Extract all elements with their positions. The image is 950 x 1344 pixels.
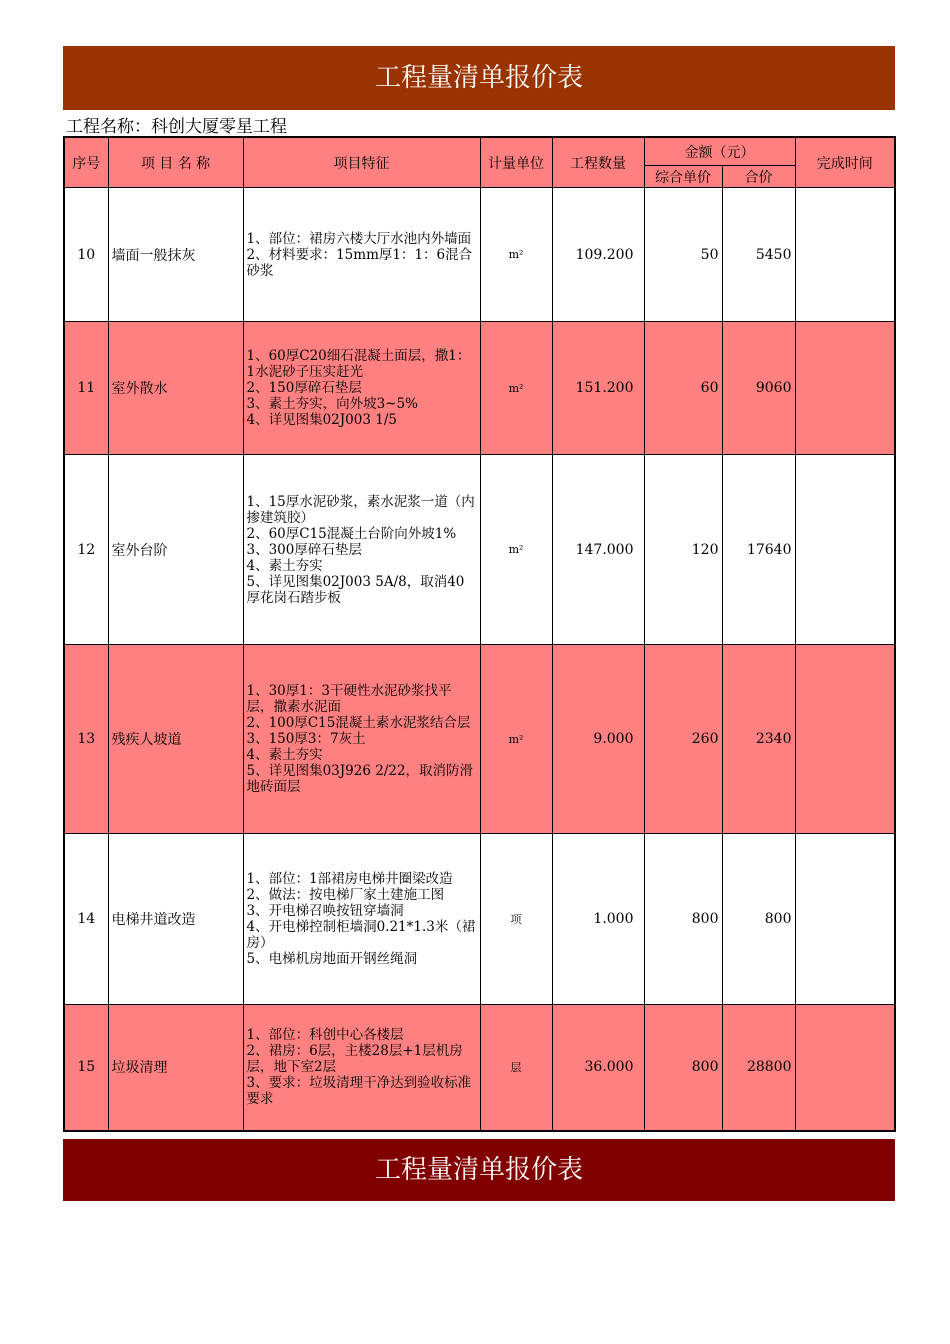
row-seq: 15 <box>64 1005 108 1131</box>
quote-table <box>63 136 896 1132</box>
row-qty: 151.200 <box>552 322 644 455</box>
row-qty: 109.200 <box>552 188 644 322</box>
row-done <box>795 455 895 645</box>
table-row <box>64 188 895 322</box>
page-title: 工程量清单报价表 <box>63 46 895 110</box>
row-name: 室外台阶 <box>108 455 243 645</box>
row-qty: 9.000 <box>552 645 644 834</box>
row-name: 残疾人坡道 <box>108 645 243 834</box>
header-seq: 序号 <box>64 137 108 188</box>
row-seq: 13 <box>64 645 108 834</box>
header-name: 项 目 名 称 <box>108 137 243 188</box>
header-qty: 工程数量 <box>552 137 644 188</box>
header-amount: 金额（元） <box>644 137 795 166</box>
table-row <box>64 322 895 455</box>
row-unit: m² <box>480 455 552 645</box>
row-total: 9060 <box>722 322 795 455</box>
row-unit-price: 800 <box>644 834 722 1005</box>
row-unit: 项 <box>480 834 552 1005</box>
header-done: 完成时间 <box>795 137 895 188</box>
row-seq: 12 <box>64 455 108 645</box>
row-feature: 1、部位：裙房六楼大厅水池内外墙面 2、材料要求：15mm厚1：1：6混合砂浆 <box>243 188 480 322</box>
row-qty: 36.000 <box>552 1005 644 1131</box>
table-row <box>64 645 895 834</box>
row-qty: 147.000 <box>552 455 644 645</box>
project-name: 工程名称：科创大厦零星工程 <box>66 117 287 137</box>
table-row <box>64 834 895 1005</box>
row-done <box>795 322 895 455</box>
row-name: 电梯井道改造 <box>108 834 243 1005</box>
row-unit-price: 50 <box>644 188 722 322</box>
row-feature: 1、部位：科创中心各楼层 2、裙房：6层，主楼28层+1层机房层，地下室2层 3、要求：垃圾清理干净达到验收标准要求 <box>243 1005 480 1131</box>
header-total: 合价 <box>722 166 795 188</box>
row-done <box>795 834 895 1005</box>
row-qty: 1.000 <box>552 834 644 1005</box>
row-seq: 14 <box>64 834 108 1005</box>
row-feature: 1、30厚1：3干硬性水泥砂浆找平层，撒素水泥面 2、100厚C15混凝土素水泥浆结合层 3、150厚3：7灰土 4、素土夯实 5、详见图集03J926 2/22，取消防滑地砖面层 <box>243 645 480 834</box>
row-unit-price: 60 <box>644 322 722 455</box>
row-done <box>795 188 895 322</box>
row-name: 墙面一般抹灰 <box>108 188 243 322</box>
row-name: 垃圾清理 <box>108 1005 243 1131</box>
row-feature: 1、部位：1部裙房电梯井圈梁改造 2、做法：按电梯厂家土建施工图 3、开电梯召唤按钮穿墙洞 4、开电梯控制柜墙洞0.21*1.3米（裙房） 5、电梯机房地面开钢丝绳洞 <box>243 834 480 1005</box>
row-seq: 10 <box>64 188 108 322</box>
row-total: 5450 <box>722 188 795 322</box>
table-row <box>64 1005 895 1131</box>
table-row <box>64 455 895 645</box>
header-feature: 项目特征 <box>243 137 480 188</box>
row-name: 室外散水 <box>108 322 243 455</box>
row-total: 17640 <box>722 455 795 645</box>
row-unit-price: 260 <box>644 645 722 834</box>
row-total: 800 <box>722 834 795 1005</box>
row-unit-price: 120 <box>644 455 722 645</box>
row-done <box>795 645 895 834</box>
row-feature: 1、15厚水泥砂浆，素水泥浆一道（内掺建筑胶） 2、60厚C15混凝土台阶向外坡1% 3、300厚碎石垫层 4、素土夯实 5、详见图集02J003 5A/8，取消40厚花岗石踏步板 <box>243 455 480 645</box>
row-feature: 1、60厚C20细石混凝土面层，撒1：1水泥砂子压实赶光 2、150厚碎石垫层 3、素土夯实，向外坡3~5% 4、详见图集02J003 1/5 <box>243 322 480 455</box>
row-unit: m² <box>480 645 552 834</box>
row-unit: m² <box>480 188 552 322</box>
row-seq: 11 <box>64 322 108 455</box>
header-unit-price: 综合单价 <box>644 166 722 188</box>
row-total: 28800 <box>722 1005 795 1131</box>
row-unit-price: 800 <box>644 1005 722 1131</box>
row-total: 2340 <box>722 645 795 834</box>
row-done <box>795 1005 895 1131</box>
page-title-repeat: 工程量清单报价表 <box>63 1139 895 1201</box>
row-unit: 层 <box>480 1005 552 1131</box>
header-unit: 计量单位 <box>480 137 552 188</box>
row-unit: m² <box>480 322 552 455</box>
